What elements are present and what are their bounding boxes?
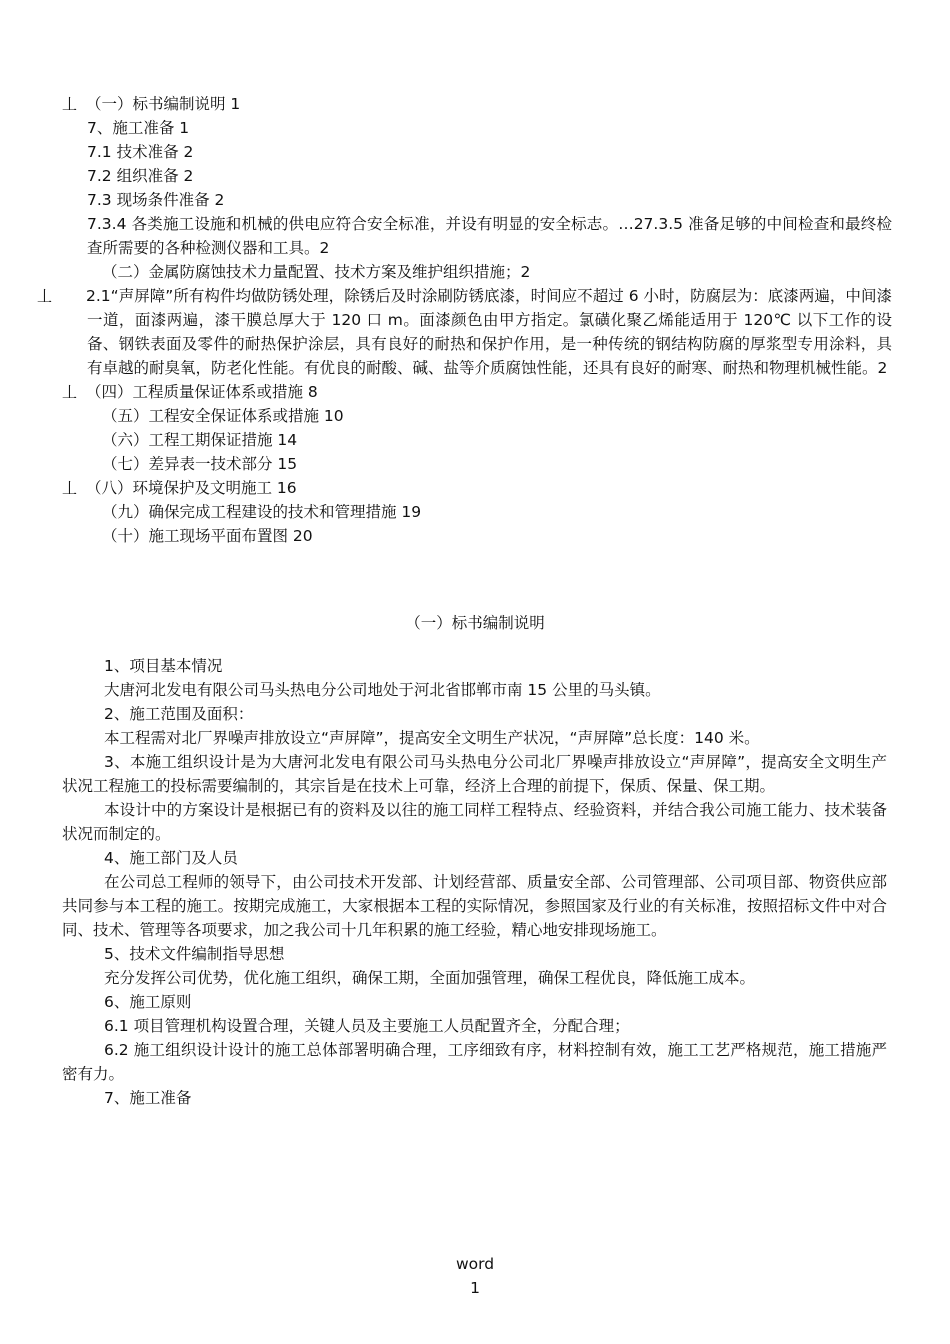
paragraph: 5、技术文件编制指导思想 (104, 945, 285, 963)
toc-item[interactable]: （二）金属防腐蚀技术力量配置、技术方案及维护组织措施；2 (102, 263, 531, 281)
toc-marker: 丄 (62, 95, 78, 113)
toc-marker: 丄 (62, 479, 78, 497)
paragraph: 2、施工范围及面积： (104, 705, 254, 723)
section-title: （一）标书编制说明 (405, 614, 545, 632)
paragraph: 7、施工准备 (104, 1089, 192, 1107)
toc-marker: 丄 (62, 383, 78, 401)
paragraph: 6.1 项目管理机构设置合理，关键人员及主要施工人员配置齐全，分配合理； (104, 1017, 630, 1035)
paragraph: 6.2 施工组织设计设计的施工总体部署明确合理，工序细致有序，材料控制有效，施工工艺严格规范，施工措施严密有力。 (62, 1041, 887, 1083)
toc-item[interactable]: （十）施工现场平面布置图 20 (102, 527, 313, 545)
toc-item[interactable]: 7.2 组织准备 2 (87, 167, 194, 185)
toc-item[interactable]: 丄 （一）标书编制说明 1 (62, 92, 892, 116)
toc-item[interactable]: 丄 （四）工程质量保证体系或措施 8 (62, 380, 892, 404)
toc-item[interactable]: （六）工程工期保证措施 14 (102, 431, 298, 449)
paragraph: 大唐河北发电有限公司马头热电分公司地处于河北省邯郸市南 15 公里的马头镇。 (104, 681, 661, 699)
toc-item[interactable]: 7、施工准备 1 (87, 119, 190, 137)
document-body (62, 654, 887, 1110)
footer-label: word (455, 1255, 495, 1273)
page-footer (0, 1252, 950, 1300)
paragraph: 3、本施工组织设计是为大唐河北发电有限公司马头热电分公司北厂界噪声排放设立“声屏障”，提高安全文明生产状况工程施工的投标需要编制的，其宗旨是在技术上可靠，经济上合理的前提下，保质、保量、保工期。 (62, 753, 887, 795)
paragraph: 本工程需对北厂界噪声排放设立“声屏障”，提高安全文明生产状况，“声屏障”总长度：140 米。 (104, 729, 760, 747)
paragraph: 本设计中的方案设计是根据已有的资料及以往的施工同样工程特点、经验资料，并结合我公司施工能力、技术装备状况而制定的。 (62, 801, 887, 843)
paragraph: 在公司总工程师的领导下，由公司技术开发部、计划经营部、质量安全部、公司管理部、公司项目部、物资供应部共同参与本工程的施工。按期完成施工，大家根据本工程的实际情况，参照国家及行业的有关标准，按照招标文件中对合同、技术、管理等各项要求，加之我公司十几年积累的施工经验，精心地安排现场施工。 (62, 873, 887, 939)
paragraph: 4、施工部门及人员 (104, 849, 238, 867)
paragraph: 1、项目基本情况 (104, 657, 223, 675)
toc-item[interactable]: 丄 （八）环境保护及文明施工 16 (62, 476, 892, 500)
toc-item[interactable]: 7.3 现场条件准备 2 (87, 191, 225, 209)
toc-item[interactable]: 7.3.4 各类施工设施和机械的供电应符合安全标准，并设有明显的安全标志。…27.3.5 准备足够的中间检查和最终检查所需要的各种检测仪器和工具。2 (87, 215, 892, 257)
paragraph: 6、施工原则 (104, 993, 192, 1011)
table-of-contents (37, 92, 892, 548)
toc-marker: 丄 (37, 287, 53, 305)
toc-item[interactable]: 7.1 技术准备 2 (87, 143, 194, 161)
toc-item[interactable]: 丄 2.1“声屏障”所有构件均做防锈处理，除锈后及时涂刷防锈底漆，时间应不超过 6 小时，防腐层为：底漆两遍，中间漆一道，面漆两遍，漆干膜总厚大于 120 口 m。面漆颜色由甲方指定。氯磺化聚乙烯能适用于 120℃ 以下工作的设备、钢铁表面及零件的耐热保护涂层，具有良好的耐热和保护作用，是一种传统的钢结构防腐的厚浆型专用涂料，具有卓越的耐臭氧，防老化性能。有优良的耐酸、碱、盐等介质腐蚀性能，还具有良好的耐寒、耐热和物理机械性能。2 (62, 284, 892, 380)
toc-item[interactable]: （九）确保完成工程建设的技术和管理措施 19 (102, 503, 422, 521)
toc-item[interactable]: （七）差异表一技术部分 15 (102, 455, 298, 473)
toc-item[interactable]: （五）工程安全保证体系或措施 10 (102, 407, 344, 425)
paragraph: 充分发挥公司优势，优化施工组织，确保工期，全面加强管理，确保工程优良，降低施工成本。 (104, 969, 756, 987)
page-number: 1 (470, 1279, 480, 1297)
